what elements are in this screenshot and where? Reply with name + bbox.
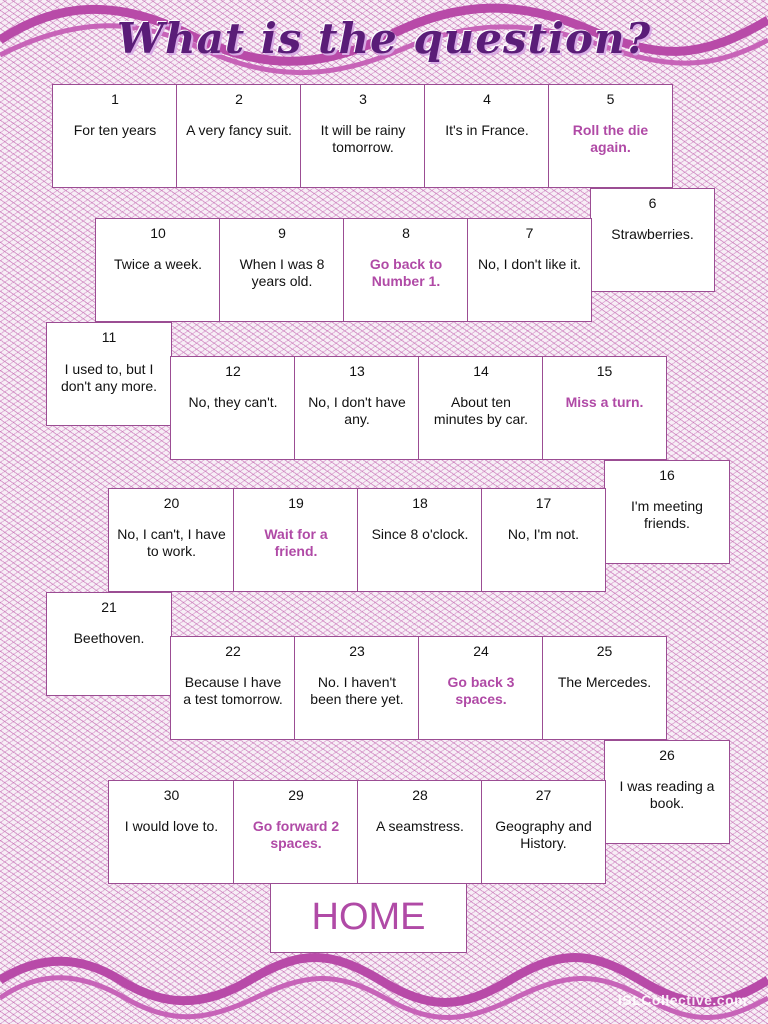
cell-text: When I was 8 years old.: [239, 256, 325, 289]
board-cell-10: [95, 218, 221, 322]
cell-number: 20: [163, 495, 180, 511]
bottom-wave-decoration: [0, 950, 768, 1024]
board-cell-5: [548, 84, 673, 188]
cell-text: Go back 3 spaces.: [447, 674, 515, 707]
board-cell-23: [294, 636, 420, 740]
cell-number: 14: [473, 363, 489, 379]
cell-text: It will be rainy tomorrow.: [320, 122, 406, 155]
cell-text: No, I can't, I have to work.: [117, 526, 226, 559]
cell-number: 12: [225, 363, 241, 379]
cell-text: It's in France.: [445, 122, 529, 138]
cell-number: 6: [648, 195, 657, 211]
cell-number: 25: [596, 643, 613, 659]
board-cell-24: [418, 636, 544, 740]
board-cell-11: [46, 322, 172, 426]
board-cell-7: [467, 218, 592, 322]
cell-number: 16: [659, 467, 675, 483]
cell-number: 7: [525, 225, 534, 241]
board-cell-13: [294, 356, 420, 460]
cell-text: The Mercedes.: [557, 674, 652, 690]
cell-text: About ten minutes by car.: [433, 394, 529, 427]
board-cell-4: [424, 84, 550, 188]
cell-number: 29: [288, 787, 304, 803]
cell-text: Beethoven.: [73, 630, 145, 646]
cell-number: 4: [483, 91, 491, 107]
board-cell-25: [542, 636, 667, 740]
board-cell-6: [590, 188, 715, 292]
board-cell-20: [108, 488, 235, 592]
cell-text: I was reading a book.: [619, 778, 715, 811]
cell-number: 17: [535, 495, 552, 511]
board-cell-19: [233, 488, 359, 592]
board-cell-15: [542, 356, 667, 460]
cell-number: 19: [288, 495, 304, 511]
cell-text: Go back to Number 1.: [369, 256, 443, 289]
cell-number: 27: [535, 787, 552, 803]
cell-number: 26: [659, 747, 675, 763]
cell-number: 2: [235, 91, 243, 107]
cell-text: Wait for a friend.: [264, 526, 328, 559]
board-cell-28: [357, 780, 483, 884]
cell-text: I would love to.: [124, 818, 219, 834]
cell-number: 5: [606, 91, 615, 107]
cell-text: No, I don't like it.: [477, 256, 582, 272]
cell-text: No. I haven't been there yet.: [310, 674, 404, 707]
watermark: iSLCollective.com: [618, 992, 748, 1008]
board-cell-18: [357, 488, 483, 592]
cell-number: 30: [163, 787, 180, 803]
board-cell-17: [481, 488, 606, 592]
board-cell-30: [108, 780, 235, 884]
cell-text: I used to, but I don't any more.: [60, 361, 158, 394]
board-cell-21: [46, 592, 172, 696]
board-cell-27: [481, 780, 606, 884]
board-cell-8: [343, 218, 469, 322]
cell-text: A seamstress.: [376, 818, 464, 834]
cell-text: Go forward 2 spaces.: [252, 818, 340, 851]
cell-text: A very fancy suit.: [186, 122, 292, 138]
board-cell-12: [170, 356, 296, 460]
board-cell-22: [170, 636, 296, 740]
cell-text: I'm meeting friends.: [631, 498, 703, 531]
cell-text: No, they can't.: [188, 394, 278, 410]
cell-text: Geography and History.: [495, 818, 592, 851]
cell-text: Because I have a test tomorrow.: [183, 674, 283, 707]
board-cell-16: [604, 460, 730, 564]
cell-number: 24: [473, 643, 489, 659]
cell-number: 10: [150, 225, 166, 241]
cell-number: 28: [412, 787, 428, 803]
board-cell-3: [300, 84, 426, 188]
cell-text: Miss a turn.: [565, 394, 644, 410]
cell-number: 1: [111, 91, 119, 107]
cell-number: 13: [349, 363, 365, 379]
cell-text: For ten years: [73, 122, 157, 138]
cell-number: 11: [101, 329, 117, 345]
cell-text: Twice a week.: [114, 256, 202, 272]
board-cell-2: [176, 84, 302, 188]
board-cell-9: [219, 218, 345, 322]
page-title: What is the question?: [116, 14, 652, 63]
board-cell-14: [418, 356, 544, 460]
cell-number: 21: [101, 599, 117, 615]
cell-text: No, I don't have any.: [308, 394, 406, 427]
cell-text: No, I'm not.: [507, 526, 580, 542]
cell-number: 22: [225, 643, 241, 659]
home-cell: HOME: [270, 883, 467, 953]
cell-text: Roll the die again.: [572, 122, 649, 155]
board-cell-29: [233, 780, 359, 884]
board-cell-26: [604, 740, 730, 844]
board-cell-1: [52, 84, 178, 188]
cell-number: 8: [402, 225, 410, 241]
cell-number: 23: [349, 643, 365, 659]
cell-number: 15: [596, 363, 613, 379]
cell-text: Since 8 o'clock.: [371, 526, 469, 542]
cell-number: 18: [412, 495, 428, 511]
cell-number: 3: [359, 91, 367, 107]
cell-text: Strawberries.: [611, 226, 694, 242]
cell-number: 9: [278, 225, 286, 241]
